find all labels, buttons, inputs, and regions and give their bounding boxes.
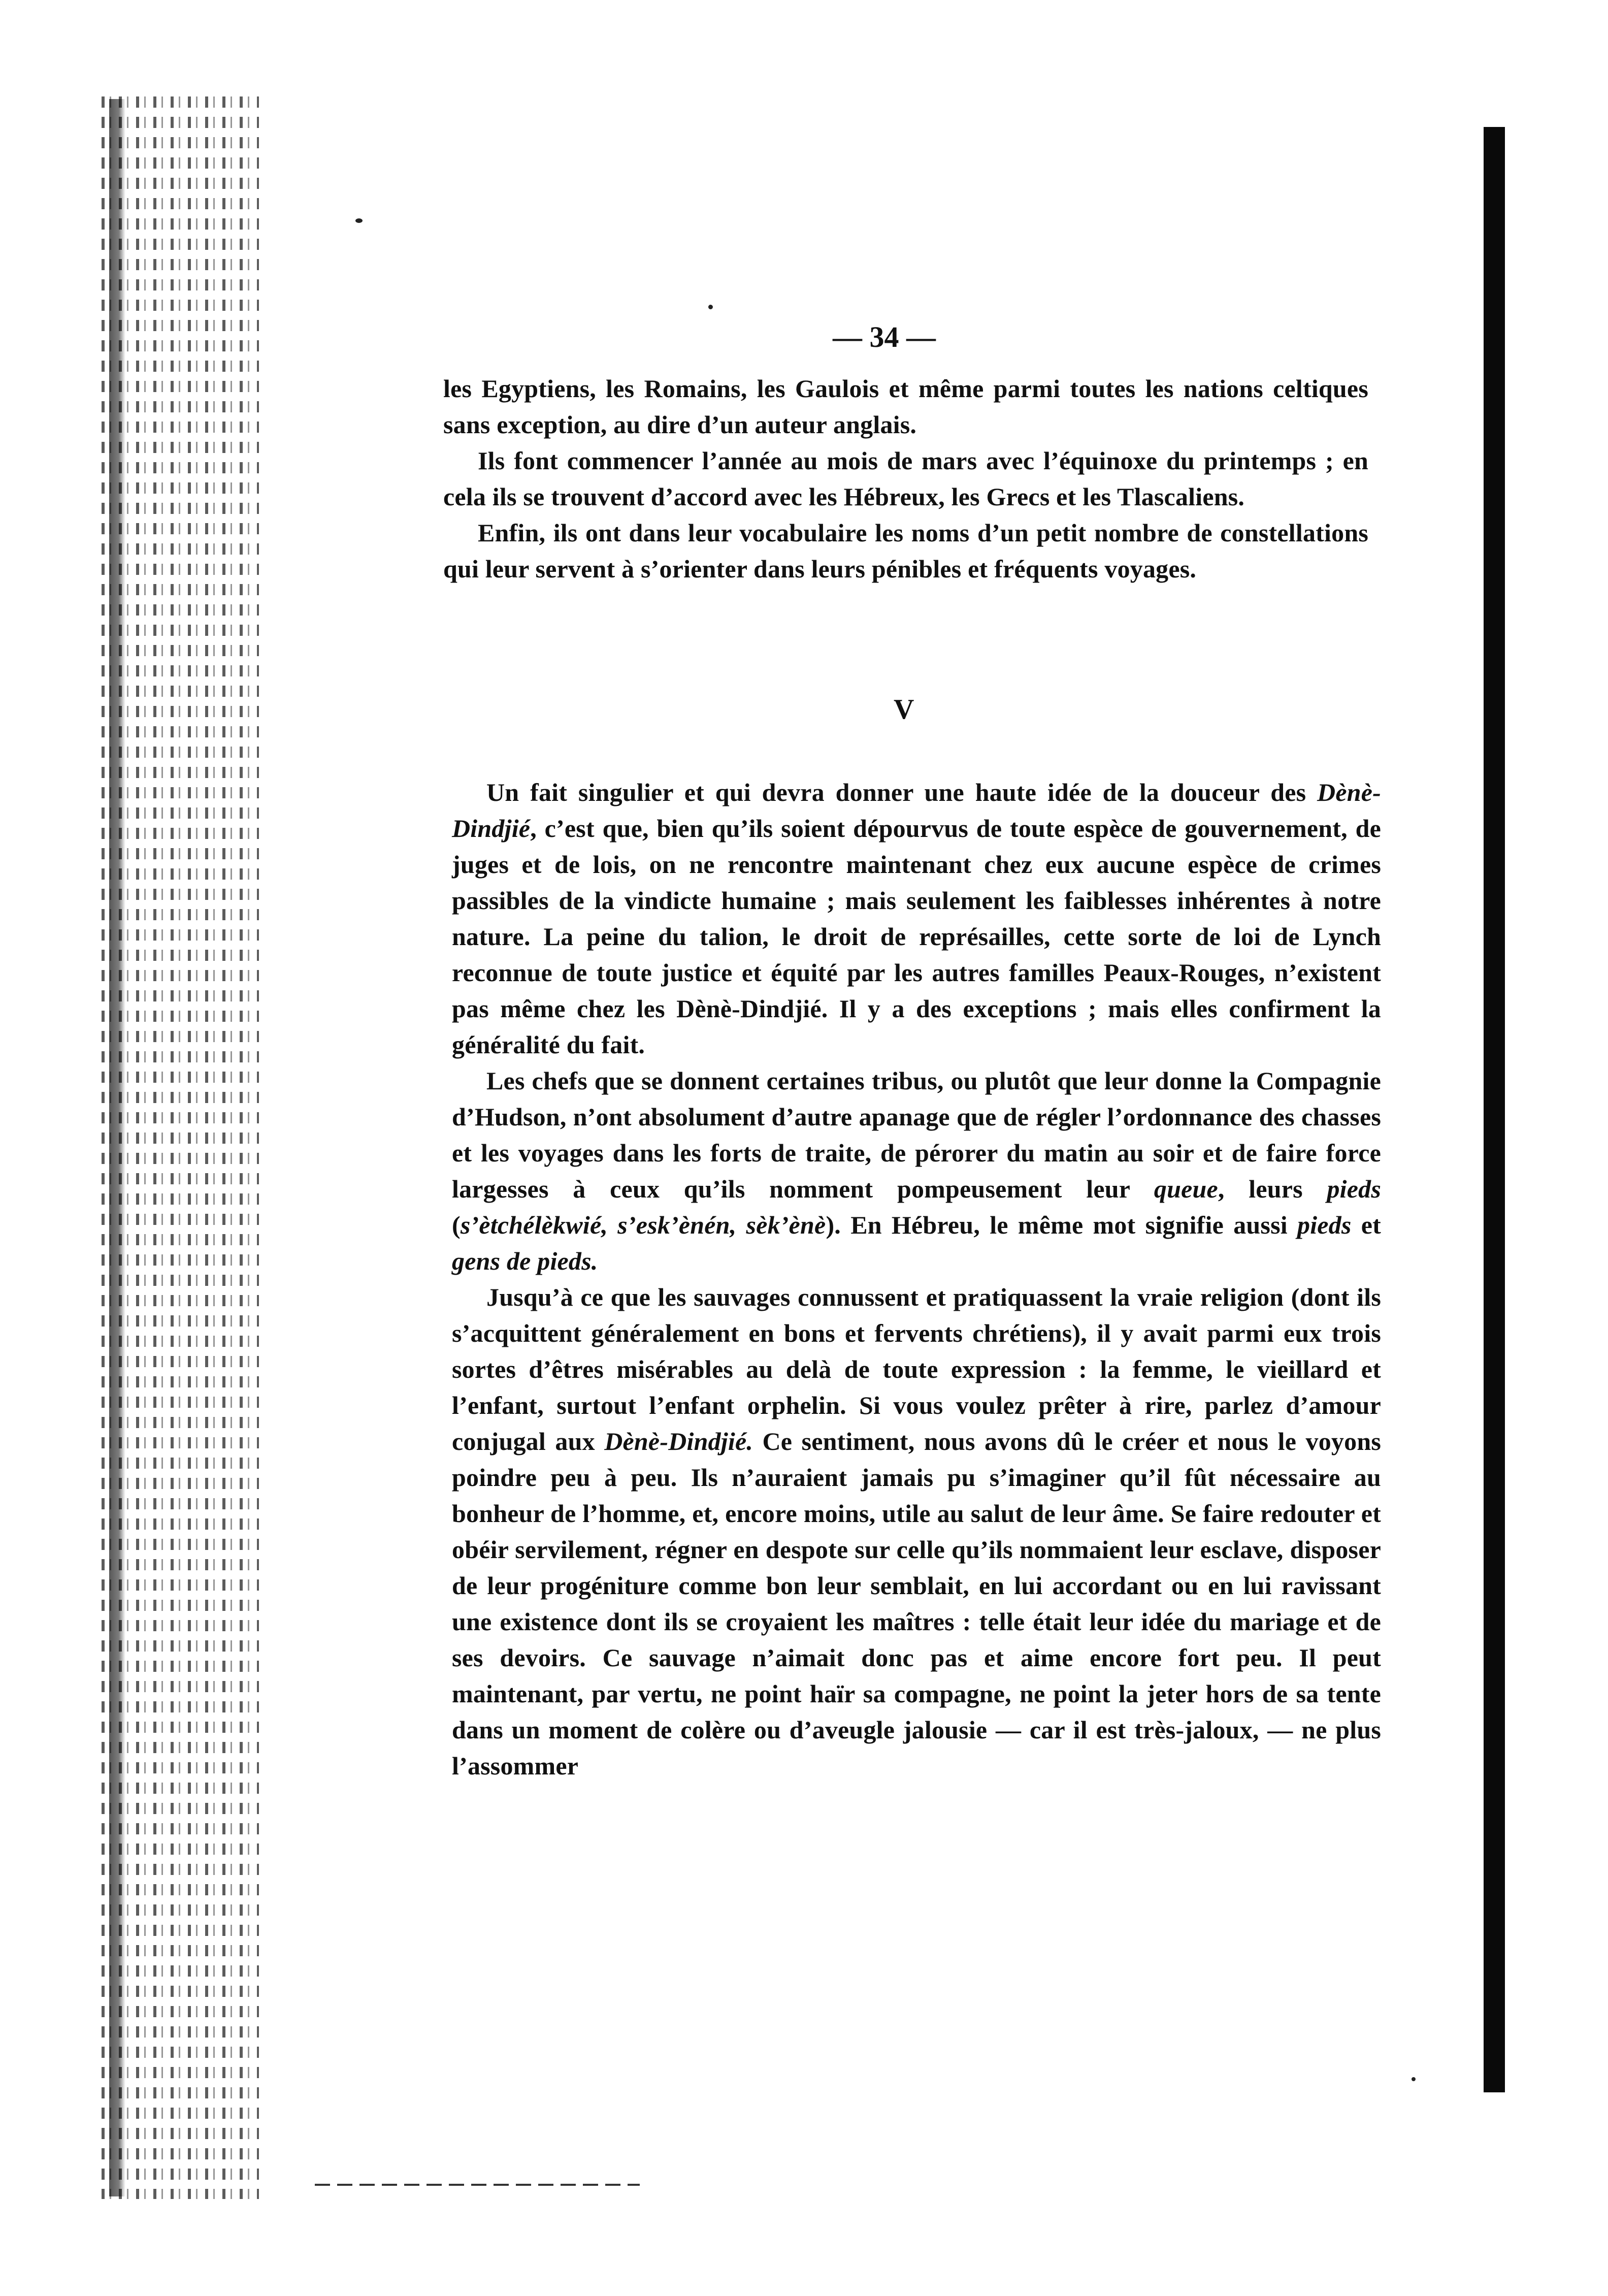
bottom-scan-rule (315, 2184, 640, 2186)
paragraph: Enfin, ils ont dans leur vocabulaire les noms d’un petit nombre de constellations qui leur servent à s’orienter dans leurs pénibles et fréquents voyages. (443, 519, 1368, 583)
text-run: Jusqu’à ce que les sauvages connussent et pratiquassent la vraie religion (dont ils s’acquittent généralement en bons et fervents chrétiens), il y avait parmi eux trois sortes d’êtres misérables au delà de toute expression : la femme, le vieillard et l’enfant, surtout l’enfant orphelin. Si vous voulez prêter à rire, parlez d’amour conjugal aux (452, 1283, 1381, 1456)
section-heading: V (894, 694, 914, 725)
text-run: , leurs (1218, 1175, 1327, 1203)
text-run: Un fait singulier et qui devra donner une haute idée de la douceur des (486, 778, 1318, 806)
paragraph (452, 774, 1381, 1063)
italic-run: pieds (1327, 1175, 1381, 1203)
italic-run: queue (1154, 1175, 1218, 1203)
paragraph (452, 1063, 1381, 1279)
scan-speck (1412, 2077, 1416, 2081)
italic-run: gens de pieds. (452, 1247, 598, 1275)
text-run: Ce sentiment, nous avons dû le créer et nous le voyons poindre peu à peu. Ils n’auraient jamais pu s’imaginer qu’il fût nécessaire au bonheur de l’homme, et, encore moins, utile au salut de leur âme. Se faire redouter et obéir servilement, régner en despote sur celle qu’ils nommaient leur esclave, disposer de leur progéniture comme bon leur semblait, en lui accordant ou en lui ravissant une existence dont ils se croyaient les maîtres : telle était leur idée du mariage et de ses devoirs. Ce sauvage n’aimait donc pas et aime encore fort peu. Il peut maintenant, par vertu, ne point haïr sa compagne, ne point la jeter hors de sa tente dans un moment de colère ou d’aveugle jalousie — car il est très-jaloux, — ne plus l’assommer (452, 1427, 1381, 1780)
text-block-main (452, 774, 1381, 1784)
italic-run: Dènè-Dindjié (452, 778, 1381, 843)
text-run: , c’est que, bien qu’ils soient dépourvus de toute espèce de gouvernement, de juges et de lois, on ne rencontre maintenant chez eux aucune espèce de crimes passibles de la vindicte humaine ; mais seulement les faiblesses inhérentes à notre nature. La peine du talion, le droit de représailles, cette sorte de loi de Lynch reconnue de toute justice et équité par les autres familles Peaux-Rouges, n’existent pas même chez les Dènè-Dindjié. Il y a des exceptions ; mais elles confirment la généralité du fait. (452, 814, 1381, 1059)
text-run: ( (452, 1211, 461, 1239)
paragraph: Ils font commencer l’année au mois de mars avec l’équinoxe du printemps ; en cela ils se trouvent d’accord avec les Hébreux, les Grecs et les Tlascaliens. (443, 446, 1368, 511)
text-run: ). En Hébreu, le même mot signifie aussi (826, 1211, 1298, 1239)
italic-run: Dènè-Dindjié. (604, 1427, 753, 1456)
binding-texture (102, 96, 259, 2199)
scan-speck (708, 305, 713, 309)
text-run: Les chefs que se donnent certaines tribus, ou plutôt que leur donne la Compagnie d’Hudson, n’ont absolument d’autre apanage que de régler l’ordonnance des chasses et les voyages dans les forts de traite, de pérorer du matin au soir et de faire force largesses à ceux qu’ils nomment pompeusement leur (452, 1066, 1381, 1203)
text-run: et (1351, 1211, 1381, 1239)
paragraph: les Egyptiens, les Romains, les Gaulois et même parmi toutes les nations celtiques sans exception, au dire d’un auteur anglais. (443, 374, 1368, 439)
italic-run: s’ètchélèkwié, s’esk’ènén, sèk’ènè (460, 1211, 826, 1239)
text-block-top (443, 371, 1368, 587)
right-page-edge (1484, 127, 1505, 2092)
page-number: — 34 — (833, 320, 936, 353)
scan-speck (355, 218, 363, 223)
italic-run: pieds (1297, 1211, 1352, 1239)
paragraph (452, 1279, 1381, 1784)
